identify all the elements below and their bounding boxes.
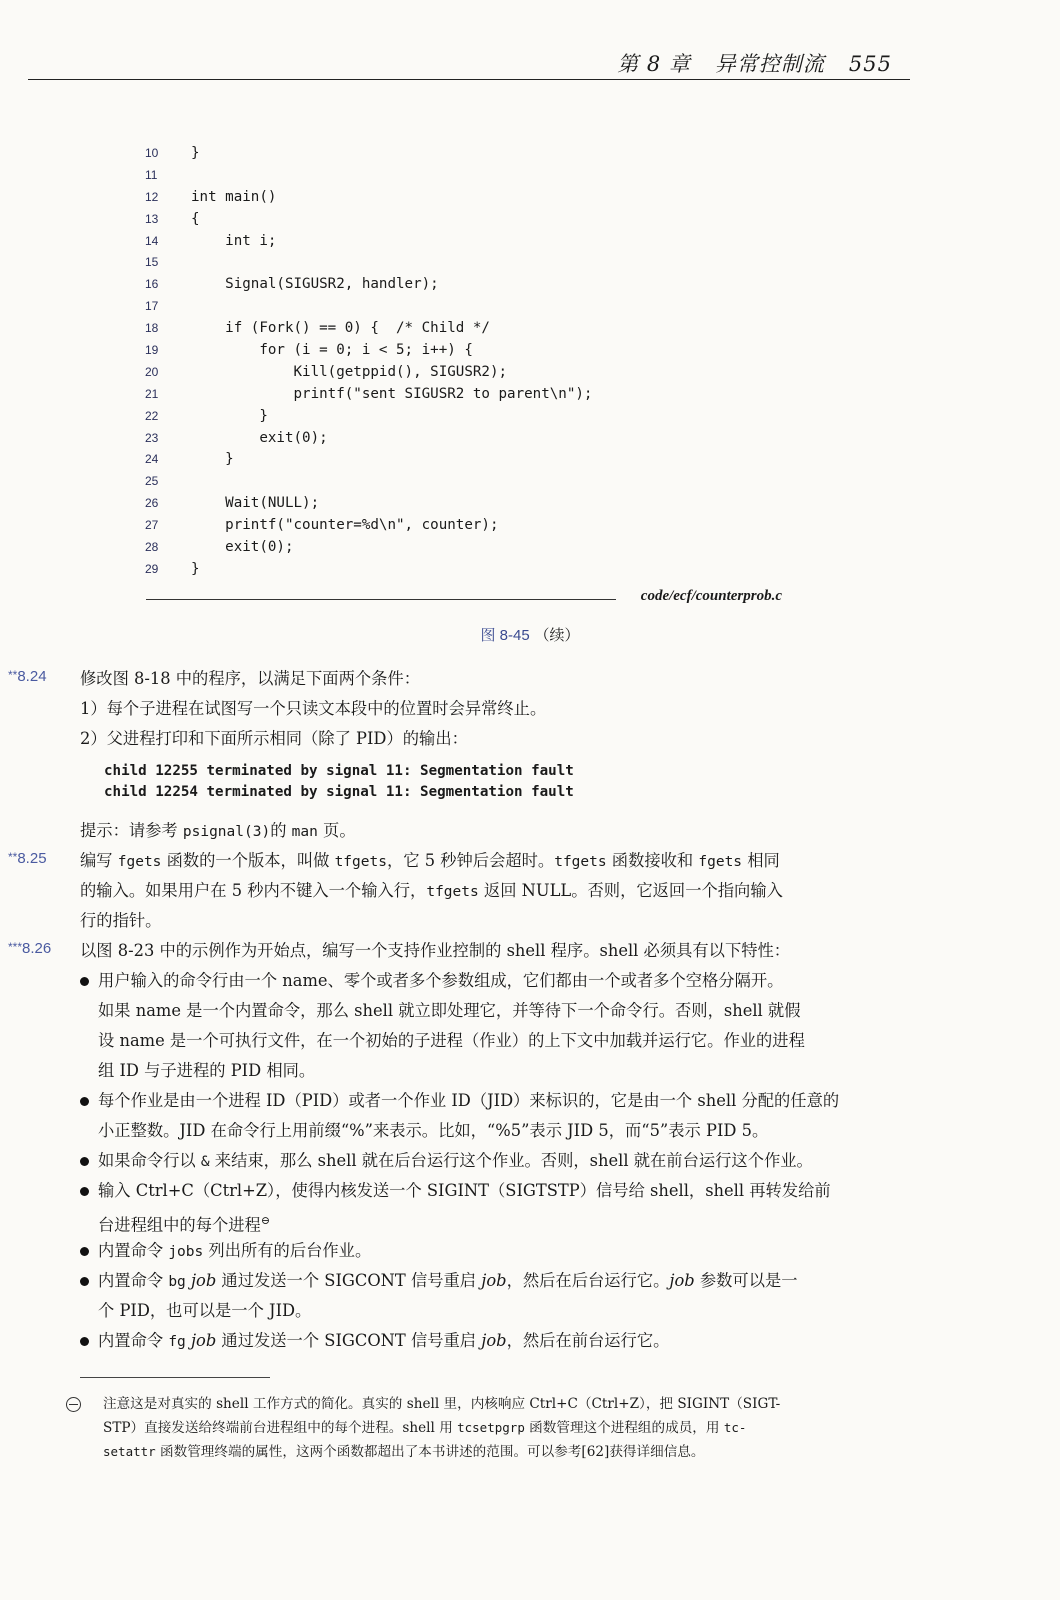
code-text: printf("counter=%d\n", counter); — [191, 517, 499, 534]
hint-text: 页。 — [317, 821, 356, 840]
exercise-id: 8.26 — [22, 940, 52, 957]
italic-term: job — [190, 1271, 217, 1290]
code-footer — [146, 588, 782, 610]
hint-text: 提示：请参考 — [80, 821, 183, 840]
code-term: tfgets — [426, 884, 479, 900]
exercise-text-line — [80, 846, 780, 877]
code-file-name: code/ecf/counterprob.c — [640, 588, 782, 604]
italic-term: job — [481, 1271, 507, 1290]
code-text: printf("sent SIGUSR2 to parent\n"); — [191, 385, 593, 402]
code-line — [145, 318, 785, 340]
line-number: 22 — [145, 408, 159, 423]
code-listing — [145, 143, 785, 581]
difficulty-stars: ** — [8, 668, 18, 682]
code-term: tfgets — [554, 854, 607, 870]
code-text: if (Fork() == 0) { /* Child */ — [191, 320, 490, 337]
italic-term: job — [481, 1331, 507, 1350]
chapter-title: 异常控制流 — [714, 52, 825, 76]
exercise-number — [8, 850, 47, 867]
bullet-icon — [80, 977, 89, 986]
code-text: int main() — [191, 188, 277, 205]
footnote-rule — [80, 1377, 270, 1378]
exercise-intro: 修改图 8-18 中的程序，以满足下面两个条件： — [80, 669, 420, 688]
code-line — [145, 537, 785, 559]
footnote-line — [103, 1440, 704, 1464]
line-number: 29 — [145, 561, 159, 576]
difficulty-stars: ** — [8, 850, 18, 864]
chapter-label: 第 8 章 — [617, 52, 691, 76]
exercise-number — [8, 940, 51, 957]
italic-term: job — [190, 1331, 217, 1350]
bullet-icon — [80, 1157, 89, 1166]
code-term: tfgets — [334, 854, 387, 870]
footnote-marker: ⊖ — [260, 1214, 271, 1227]
bullet-line — [98, 1326, 669, 1357]
exercise-id: 8.25 — [17, 850, 47, 867]
page-header — [28, 46, 910, 80]
text: 编写 — [80, 851, 118, 870]
line-number: 18 — [145, 321, 159, 336]
line-number: 11 — [145, 167, 158, 182]
line-number: 23 — [145, 430, 159, 445]
hint-code: man — [291, 824, 318, 840]
bullet-icon — [80, 1187, 89, 1196]
line-number: 14 — [145, 233, 159, 248]
code-term: fgets — [117, 854, 162, 870]
code-line — [145, 559, 785, 581]
code-term: setattr — [103, 1444, 156, 1459]
code-line — [145, 340, 785, 362]
text: 通过发送一个 SIGCONT 信号重启 — [216, 1271, 482, 1290]
condition-1: 1）每个子进程在试图写一个只读文本段中的位置时会异常终止。 — [80, 699, 547, 718]
code-text: Kill(getppid(), SIGUSR2); — [191, 363, 508, 380]
exercise-id: 8.24 — [17, 668, 47, 685]
code-text: exit(0); — [191, 429, 328, 446]
text: 的输入。如果用户在 5 秒内不键入一个输入行， — [80, 881, 427, 900]
code-footer-rule — [146, 599, 616, 600]
code-line — [145, 209, 785, 231]
code-line — [145, 187, 785, 209]
code-term: tc- — [723, 1420, 747, 1435]
line-number: 20 — [145, 364, 159, 379]
sample-output-line: child 12255 terminated by signal 11: Segmentation fault — [104, 763, 574, 779]
text: 通过发送一个 SIGCONT 信号重启 — [216, 1331, 482, 1350]
bullet-line — [98, 1236, 371, 1267]
text: ，然后在前台运行它。 — [506, 1331, 670, 1350]
line-number: 17 — [145, 299, 159, 314]
text: 内置命令 — [98, 1331, 169, 1350]
code-text: exit(0); — [191, 539, 294, 556]
line-number: 13 — [145, 211, 159, 226]
bullet-line: 设 name 是一个可执行文件，在一个初始的子进程（作业）的上下文中加载并运行它。作业的进程 — [98, 1031, 805, 1050]
code-text: int i; — [191, 232, 277, 249]
text: 参数可以是一 — [694, 1271, 798, 1290]
bullet-icon — [80, 1097, 89, 1106]
line-number: 28 — [145, 540, 159, 555]
code-line — [145, 165, 785, 187]
text: 函数管理这个进程组的成员，用 — [524, 1420, 724, 1436]
sample-output-line: child 12254 terminated by signal 11: Segmentation fault — [104, 784, 574, 800]
footnote-line: 注意这是对真实的 shell 工作方式的简化。真实的 shell 里，内核响应 Ctrl+C（Ctrl+Z），把 SIGINT（SIGT- — [103, 1396, 781, 1412]
bullet-line: 每个作业是由一个进程 ID（PID）或者一个作业 ID（JID）来标识的，它是由一个 shell 分配的任意的 — [98, 1091, 840, 1110]
hint-text: 的 — [270, 821, 292, 840]
hint-code: psignal(3) — [182, 824, 271, 840]
code-line — [145, 143, 785, 165]
header-rule — [28, 79, 910, 80]
bullet-icon — [80, 1277, 89, 1286]
text: 函数管理终端的属性，这两个函数都超出了本书讲述的范围。可以参考[62]获得详细信息。 — [155, 1444, 705, 1460]
text: ，它 5 秒钟后会超时。 — [386, 851, 555, 870]
code-line — [145, 362, 785, 384]
code-text: Wait(NULL); — [191, 495, 320, 512]
code-term: fg — [168, 1334, 186, 1350]
exercise-number — [8, 668, 47, 685]
bullet-line: 用户输入的命令行由一个 name、零个或者多个参数组成，它们都由一个或者多个空格分隔开。 — [98, 971, 784, 990]
text: 返回 NULL。否则，它返回一个指向输入 — [478, 881, 783, 900]
line-number: 26 — [145, 496, 159, 511]
bullet-line: 如果 name 是一个内置命令，那么 shell 就立即处理它，并等待下一个命令行。否则，shell 就假 — [98, 1001, 801, 1020]
code-text: for (i = 0; i < 5; i++) { — [191, 342, 473, 359]
bullet-icon — [80, 1247, 89, 1256]
text: 来结束，那么 shell 就在后台运行这个作业。否则，shell 就在前台运行这个作业。 — [209, 1151, 813, 1170]
text: ，然后在后台运行它。 — [506, 1271, 670, 1290]
code-line — [145, 428, 785, 450]
text: 台进程组中的每个进程 — [98, 1215, 261, 1235]
line-number: 25 — [145, 474, 159, 489]
code-text: Signal(SIGUSR2, handler); — [191, 276, 439, 293]
code-line — [145, 296, 785, 318]
code-line — [145, 471, 785, 493]
figure-label: 图 8-45 — [480, 627, 530, 644]
header-text — [617, 48, 892, 78]
line-number: 21 — [145, 386, 159, 401]
code-text: { — [191, 210, 200, 227]
figure-note: （续） — [534, 626, 580, 644]
bullet-line: 输入 Ctrl+C（Ctrl+Z），使得内核发送一个 SIGINT（SIGTSTP）信号给 shell，shell 再转发给前 — [98, 1181, 831, 1200]
condition-2: 2）父进程打印和下面所示相同（除了 PID）的输出： — [80, 729, 468, 748]
code-text: } — [191, 451, 234, 468]
code-line — [145, 252, 785, 274]
line-number: 27 — [145, 518, 159, 533]
text: 函数的一个版本，叫做 — [161, 851, 335, 870]
text: 相同 — [742, 851, 780, 870]
bullet-line: 个 PID，也可以是一个 JID。 — [98, 1301, 312, 1320]
footnote-circle-icon — [66, 1397, 81, 1412]
line-number: 12 — [145, 189, 159, 204]
code-text: } — [191, 145, 200, 161]
figure-caption — [0, 624, 1060, 645]
text: 内置命令 — [98, 1241, 169, 1260]
exercise-text-line: 行的指针。 — [80, 911, 162, 930]
code-term: jobs — [168, 1244, 204, 1260]
line-number: 19 — [145, 343, 159, 358]
code-term: fgets — [698, 854, 743, 870]
text: 如果命令行以 — [98, 1151, 201, 1170]
footnote-line — [103, 1416, 746, 1440]
italic-term: job — [669, 1271, 695, 1290]
line-number: 24 — [145, 452, 159, 467]
code-line — [145, 406, 785, 428]
code-line — [145, 274, 785, 296]
line-number: 16 — [145, 277, 159, 292]
line-number: 10 — [145, 146, 159, 160]
code-line — [145, 515, 785, 537]
code-line — [145, 449, 785, 471]
text: 列出所有的后台作业。 — [203, 1241, 372, 1260]
bullet-icon — [80, 1337, 89, 1346]
bullet-line — [98, 1266, 798, 1297]
code-line — [145, 493, 785, 515]
exercise-text-line — [80, 876, 783, 907]
bullet-line — [98, 1146, 813, 1177]
text: STP）直接发送给终端前台进程组中的每个进程。shell 用 — [103, 1420, 458, 1436]
code-term: bg — [168, 1274, 186, 1290]
difficulty-stars: *** — [8, 940, 23, 954]
bullet-line: 小正整数。JID 在命令行上用前缀“%”来表示。比如，“%5”表示 JID 5，而“5”表示 PID 5。 — [98, 1121, 769, 1140]
code-text: } — [191, 560, 200, 577]
code-text: } — [191, 407, 268, 424]
exercise-intro: 以图 8-23 中的示例作为开始点，编写一个支持作业控制的 shell 程序。shell 必须具有以下特性： — [80, 941, 791, 960]
code-line — [145, 231, 785, 253]
line-number: 15 — [145, 255, 159, 270]
text: 内置命令 — [98, 1271, 169, 1290]
page-number: 555 — [848, 52, 892, 76]
code-term: tcsetpgrp — [457, 1420, 525, 1435]
bullet-line: 组 ID 与子进程的 PID 相同。 — [98, 1061, 316, 1080]
text: 函数接收和 — [606, 851, 699, 870]
code-term: & — [200, 1154, 210, 1170]
code-line — [145, 384, 785, 406]
hint — [80, 816, 356, 847]
